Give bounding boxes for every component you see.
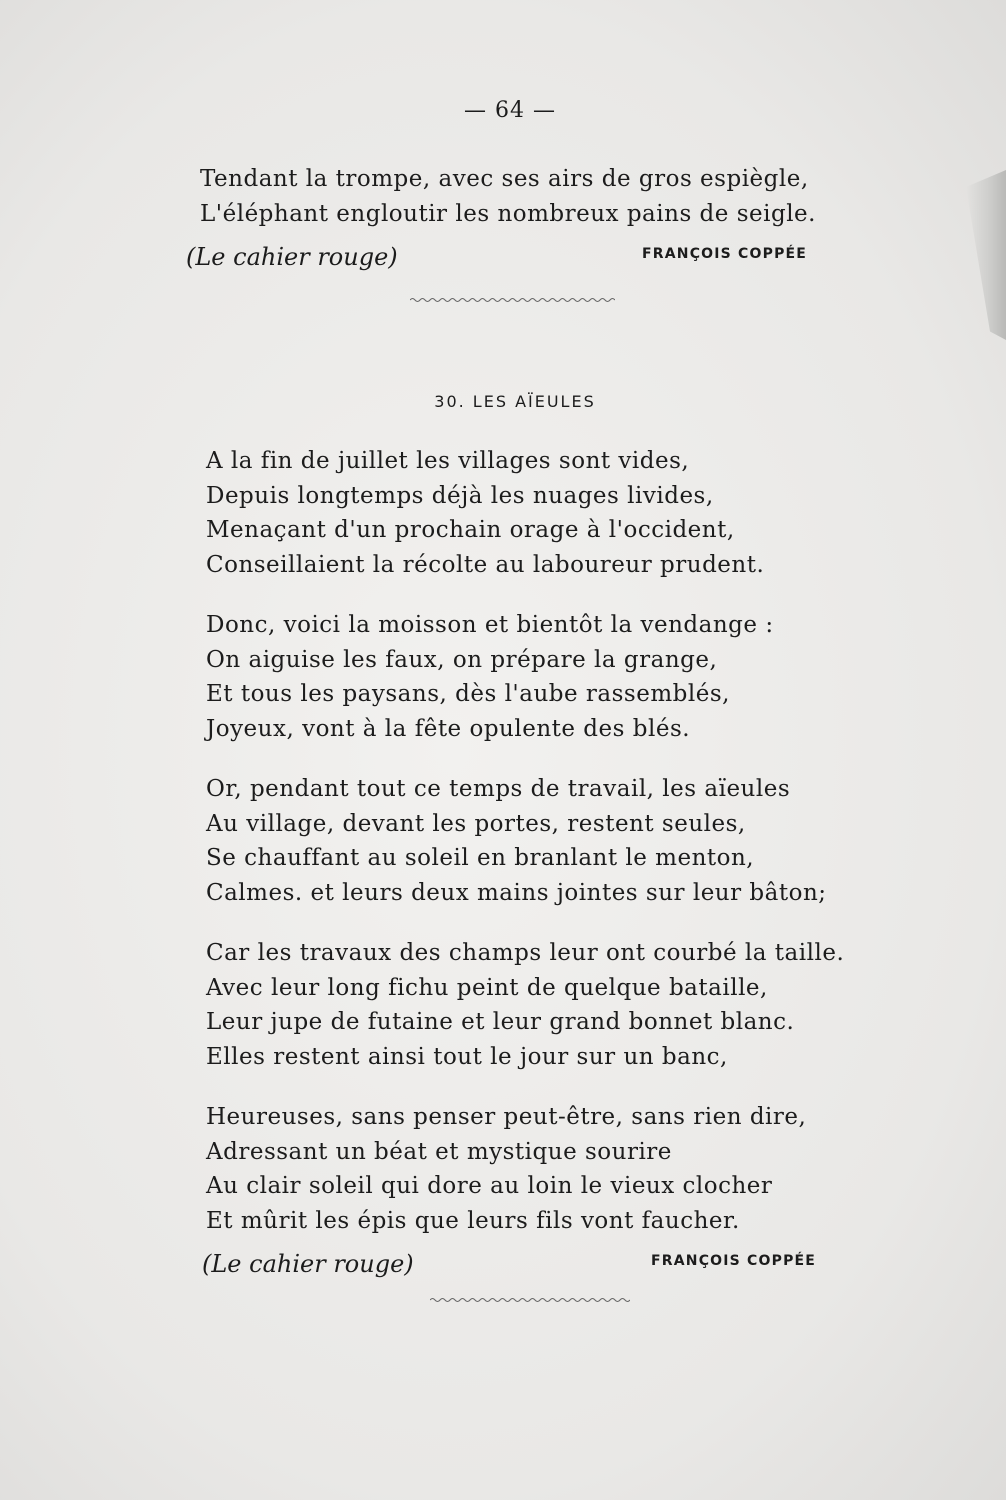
verse-line: Car les travaux des champs leur ont courbé la taille. [206,940,845,966]
verse-line: Avec leur long fichu peint de quelque bataille, [206,974,768,1001]
stanza-gap [206,1074,844,1100]
second-poem-author: FRANÇOIS COPPÉE [651,1253,817,1269]
second-poem-source: (Le cahier rouge) [202,1250,414,1278]
verse-line: Calmes. et leurs deux mains jointes sur leur bâton; [206,879,827,906]
verse-line: Se chauffant au soleil en branlant le menton, [206,845,755,871]
verse-line: Joyeux, vont à la fête opulente des blés. [206,715,691,742]
verse-line: Adressant un béat et mystique sourire [206,1138,672,1165]
verse-line: Donc, voici la moisson et bientôt la vendange : [206,612,774,638]
verse-line: Et mûrit les épis que leurs fils vont faucher. [206,1207,740,1234]
stanza-gap [206,910,844,936]
second-poem-verse [206,444,844,1238]
verse-line: L'éléphant engloutir les nombreux pains de seigle. [200,200,816,227]
page-number: — 64 — [464,98,556,123]
wavy-divider [410,297,615,303]
first-poem-source: (Le cahier rouge) [186,243,398,271]
first-poem-author: FRANÇOIS COPPÉE [642,246,808,262]
verse-line: Tendant la trompe, avec ses airs de gros espiègle, [200,166,809,192]
verse-line: Menaçant d'un prochain orage à l'occident, [206,517,735,543]
verse-line: Or, pendant tout ce temps de travail, les aïeules [206,776,791,802]
wavy-divider [430,1297,630,1303]
stanza-gap [206,582,844,608]
page-edge-shadow [966,170,1006,340]
stanza-gap [206,746,844,772]
verse-line: Conseillaient la récolte au laboureur prudent. [206,551,765,578]
verse-line: Heureuses, sans penser peut-être, sans rien dire, [206,1104,807,1130]
verse-line: Au clair soleil qui dore au loin le vieux clocher [206,1173,773,1199]
verse-line: Et tous les paysans, dès l'aube rassemblés, [206,681,730,707]
verse-line: On aiguise les faux, on prépare la grange, [206,646,718,673]
verse-line: A la fin de juillet les villages sont vides, [206,448,690,474]
verse-line: Depuis longtemps déjà les nuages livides, [206,482,714,509]
poem-title: 30. LES AÏEULES [434,392,596,411]
verse-line: Au village, devant les portes, restent seules, [206,810,746,837]
first-poem-verse [200,162,816,231]
verse-line: Leur jupe de futaine et leur grand bonnet blanc. [206,1009,795,1035]
verse-line: Elles restent ainsi tout le jour sur un banc, [206,1043,728,1070]
